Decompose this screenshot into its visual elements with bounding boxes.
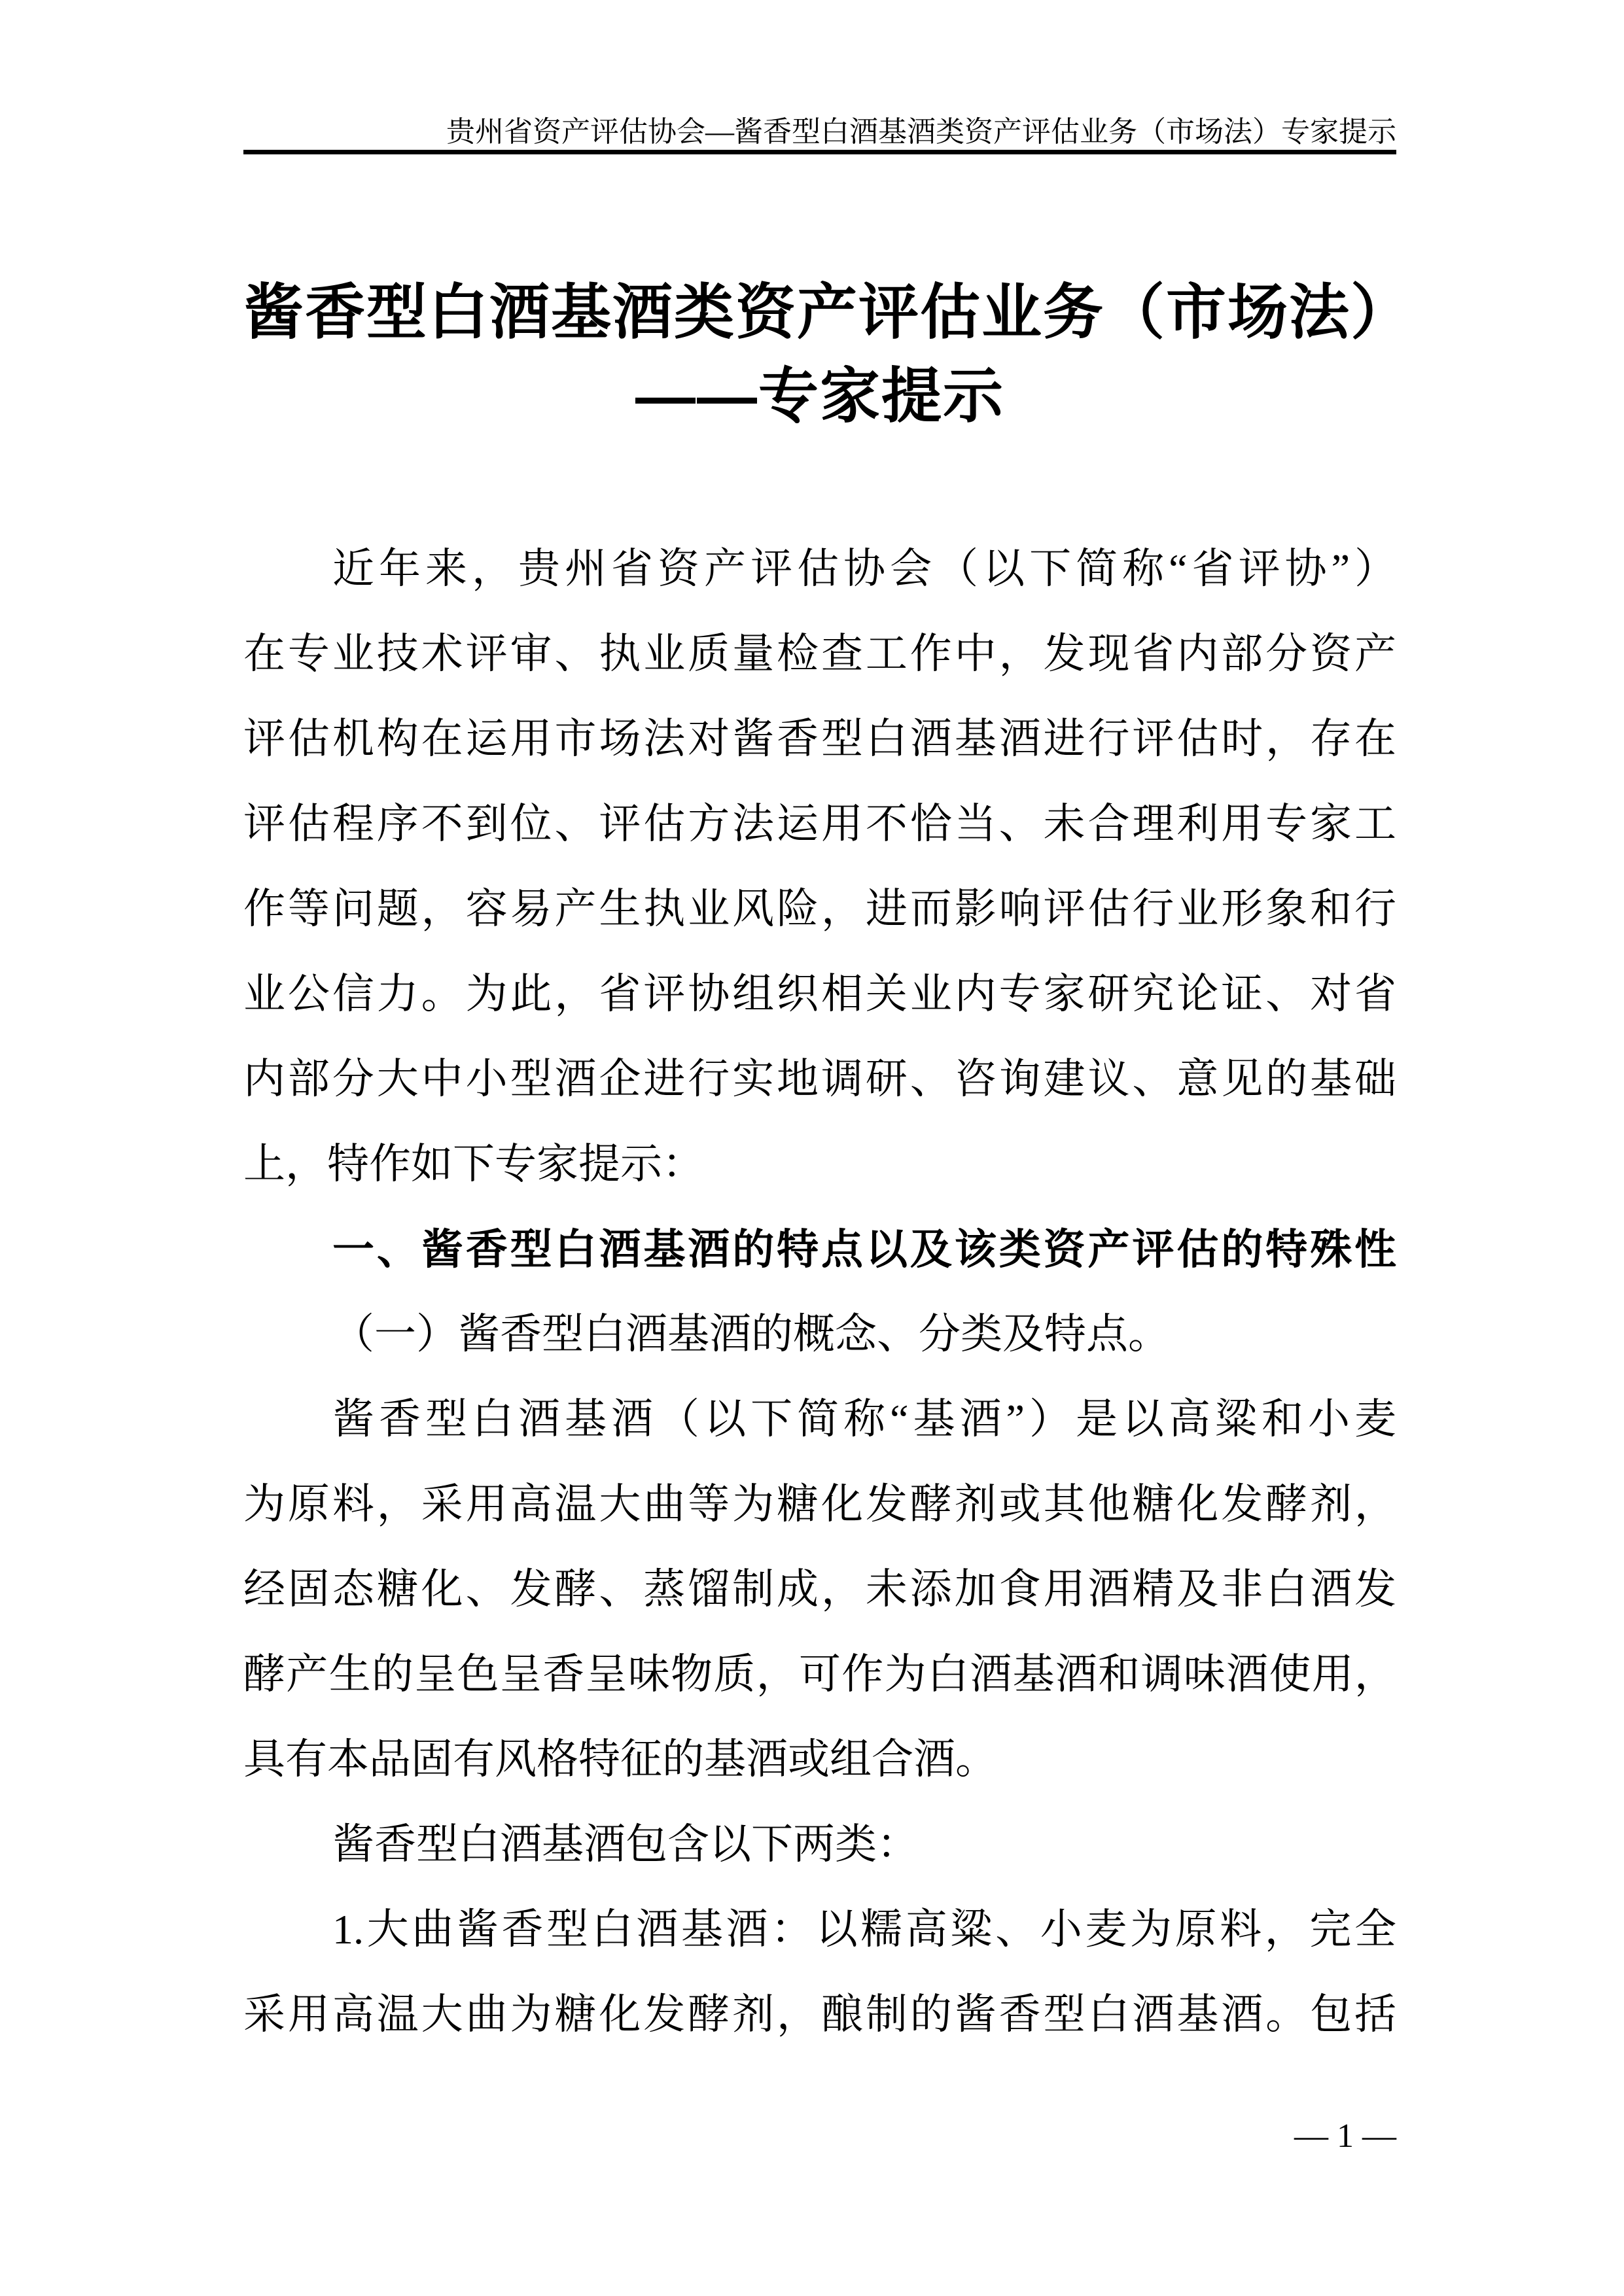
body-line: 采用高温大曲为糖化发酵剂，酿制的酱香型白酒基酒。包括: [243, 1991, 1396, 2038]
body-line: 酵产生的呈色呈香呈味物质，可作为白酒基酒和调味酒使用，: [243, 1651, 1396, 1697]
title-line-1: 酱香型白酒基酒类资产评估业务（市场法）: [243, 279, 1413, 346]
body-line: 具有本品固有风格特征的基酒或组合酒。: [243, 1736, 997, 1783]
sub-heading: （一）酱香型白酒基酒的概念、分类及特点。: [332, 1311, 1170, 1357]
header-rule: [243, 150, 1396, 154]
body-line: 酱香型白酒基酒（以下简称“基酒”）是以高粱和小麦: [332, 1396, 1396, 1442]
body-line: 酱香型白酒基酒包含以下两类：: [332, 1821, 919, 1868]
body-line: 为原料，采用高温大曲等为糖化发酵剂或其他糖化发酵剂，: [243, 1481, 1396, 1527]
page-number: — 1 —: [1294, 2117, 1396, 2155]
body-line: 评估机构在运用市场法对酱香型白酒基酒进行评估时，存在: [243, 716, 1396, 762]
section-heading: 一、酱香型白酒基酒的特点以及该类资产评估的特殊性: [332, 1226, 1396, 1273]
body-line: 1.大曲酱香型白酒基酒：以糯高粱、小麦为原料，完全: [332, 1906, 1396, 1953]
body-line: 经固态糖化、发酵、蒸馏制成，未添加食用酒精及非白酒发: [243, 1566, 1396, 1612]
running-header-text: 贵州省资产评估协会—酱香型白酒基酒类资产评估业务（市场法）专家提示: [446, 116, 1396, 148]
body-line: 在专业技术评审、执业质量检查工作中，发现省内部分资产: [243, 631, 1396, 677]
body-line: 评估程序不到位、评估方法运用不恰当、未合理利用专家工: [243, 801, 1396, 847]
document-body: [243, 527, 1396, 2057]
body-line: 近年来，贵州省资产评估协会（以下简称“省评协”）: [332, 546, 1396, 592]
document-title: [243, 271, 1413, 438]
body-line: 上，特作如下专家提示：: [243, 1141, 704, 1187]
body-line: 业公信力。为此，省评协组织相关业内专家研究论证、对省: [243, 971, 1396, 1017]
body-line: 内部分大中小型酒企进行实地调研、咨询建议、意见的基础: [243, 1056, 1396, 1102]
body-line: 作等问题，容易产生执业风险，进而影响评估行业形象和行: [243, 886, 1396, 932]
page-footer: [243, 2117, 1407, 2156]
title-line-2: ——专家提示: [635, 363, 1004, 430]
